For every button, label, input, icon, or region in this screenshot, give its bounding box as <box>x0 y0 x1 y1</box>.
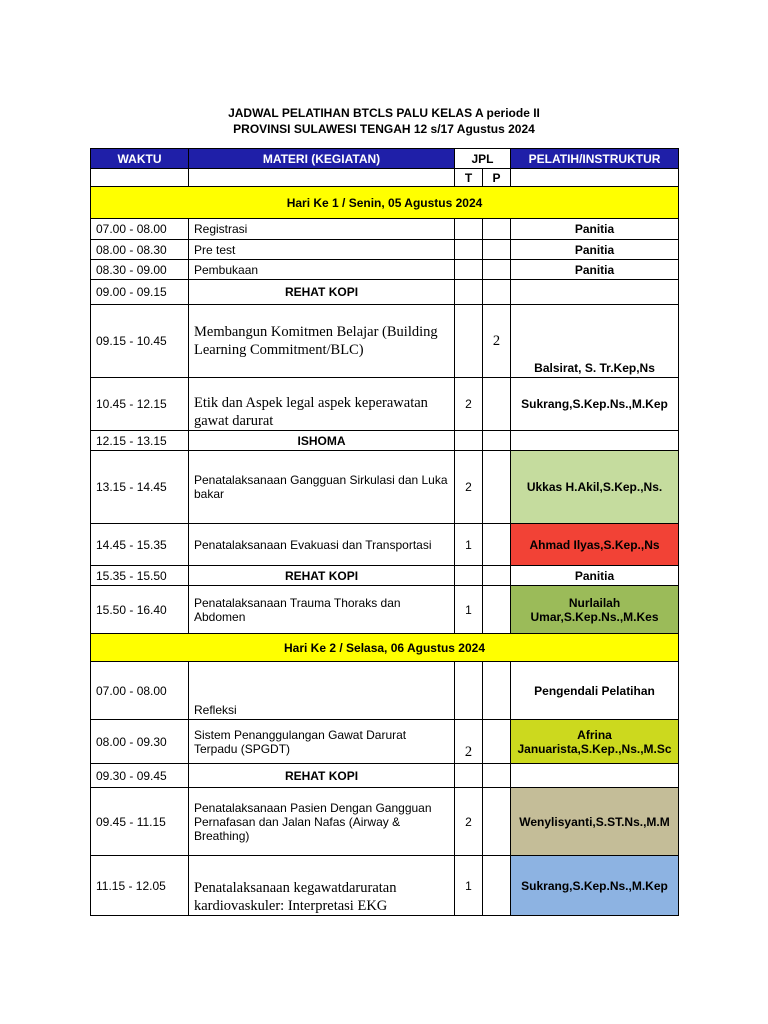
pelatih-cell: Panitia <box>511 219 679 240</box>
materi-cell: REHAT KOPI <box>189 280 455 305</box>
p-cell <box>483 524 511 566</box>
pelatih-cell: Panitia <box>511 566 679 586</box>
pelatih-cell: Ukkas H.Akil,S.Kep.,Ns. <box>511 451 679 524</box>
time-cell: 09.00 - 09.15 <box>91 280 189 305</box>
document-title-line1: JADWAL PELATIHAN BTCLS PALU KELAS A periode II <box>228 106 540 120</box>
table-header-row <box>91 149 679 169</box>
t-cell: 2 <box>455 378 483 431</box>
pelatih-cell: Sukrang,S.Kep.Ns.,M.Kep <box>511 378 679 431</box>
p-cell <box>483 219 511 240</box>
time-cell: 08.00 - 08.30 <box>91 240 189 260</box>
document-title-line2: PROVINSI SULAWESI TENGAH 12 s/17 Agustus 2024 <box>233 122 535 136</box>
p-cell <box>483 856 511 916</box>
header-pelatih: PELATIH/INSTRUKTUR <box>511 149 679 169</box>
table-row <box>91 260 679 280</box>
time-cell: 12.15 - 13.15 <box>91 431 189 451</box>
pelatih-cell: Nurlailah Umar,S.Kep.Ns.,M.Kes <box>511 586 679 634</box>
materi-cell: Pre test <box>189 240 455 260</box>
pelatih-cell: Sukrang,S.Kep.Ns.,M.Kep <box>511 856 679 916</box>
pelatih-cell: Balsirat, S. Tr.Kep,Ns <box>511 305 679 378</box>
pelatih-cell: Afrina Januarista,S.Kep.,Ns.,M.Sc <box>511 720 679 764</box>
table-row <box>91 788 679 856</box>
t-cell <box>455 764 483 788</box>
time-cell: 07.00 - 08.00 <box>91 219 189 240</box>
pelatih-cell: Panitia <box>511 240 679 260</box>
table-row <box>91 240 679 260</box>
p-cell <box>483 720 511 764</box>
p-cell <box>483 451 511 524</box>
pelatih-cell <box>511 280 679 305</box>
schedule-table <box>90 148 679 916</box>
p-cell <box>483 280 511 305</box>
day-row <box>91 187 679 219</box>
pelatih-cell: Wenylisyanti,S.ST.Ns.,M.M <box>511 788 679 856</box>
t-cell: 2 <box>455 720 483 764</box>
time-cell: 14.45 - 15.35 <box>91 524 189 566</box>
t-cell: 1 <box>455 524 483 566</box>
time-cell: 09.45 - 11.15 <box>91 788 189 856</box>
materi-cell: REHAT KOPI <box>189 566 455 586</box>
t-cell: 2 <box>455 788 483 856</box>
header-waktu: WAKTU <box>91 149 189 169</box>
table-row <box>91 720 679 764</box>
time-cell: 09.30 - 09.45 <box>91 764 189 788</box>
materi-cell: Pembukaan <box>189 260 455 280</box>
pelatih-cell: Panitia <box>511 260 679 280</box>
p-cell <box>483 586 511 634</box>
table-row <box>91 662 679 720</box>
t-cell <box>455 431 483 451</box>
materi-cell: Membangun Komitmen Belajar (Building Learning Commitment/BLC) <box>189 305 455 378</box>
time-cell: 10.45 - 12.15 <box>91 378 189 431</box>
time-cell: 07.00 - 08.00 <box>91 662 189 720</box>
materi-cell: Penatalaksanaan Pasien Dengan Gangguan Pernafasan dan Jalan Nafas (Airway & Breathing) <box>189 788 455 856</box>
day-label: Hari Ke 1 / Senin, 05 Agustus 2024 <box>91 187 679 219</box>
p-cell <box>483 662 511 720</box>
pelatih-cell <box>511 764 679 788</box>
table-subheader-row <box>91 169 679 187</box>
t-cell: 2 <box>455 451 483 524</box>
table-row <box>91 378 679 431</box>
pelatih-cell <box>511 431 679 451</box>
header-materi: MATERI (KEGIATAN) <box>189 149 455 169</box>
table-row <box>91 586 679 634</box>
table-row <box>91 219 679 240</box>
p-cell <box>483 240 511 260</box>
time-cell: 15.50 - 16.40 <box>91 586 189 634</box>
t-cell <box>455 662 483 720</box>
table-row <box>91 764 679 788</box>
table-row <box>91 566 679 586</box>
t-cell: 1 <box>455 586 483 634</box>
materi-cell: Penatalaksanaan Evakuasi dan Transportasi <box>189 524 455 566</box>
t-cell <box>455 219 483 240</box>
header-t: T <box>455 169 483 187</box>
table-row <box>91 280 679 305</box>
materi-cell: ISHOMA <box>189 431 455 451</box>
table-row <box>91 856 679 916</box>
day-label: Hari Ke 2 / Selasa, 06 Agustus 2024 <box>91 634 679 662</box>
materi-cell: Penatalaksanaan Gangguan Sirkulasi dan Luka bakar <box>189 451 455 524</box>
table-row <box>91 524 679 566</box>
t-cell <box>455 566 483 586</box>
p-cell <box>483 260 511 280</box>
materi-cell: Registrasi <box>189 219 455 240</box>
pelatih-cell: Ahmad Ilyas,S.Kep.,Ns <box>511 524 679 566</box>
p-cell <box>483 431 511 451</box>
t-cell: 1 <box>455 856 483 916</box>
table-row <box>91 305 679 378</box>
day-row <box>91 634 679 662</box>
t-cell <box>455 240 483 260</box>
p-cell <box>483 378 511 431</box>
time-cell: 08.30 - 09.00 <box>91 260 189 280</box>
time-cell: 15.35 - 15.50 <box>91 566 189 586</box>
materi-cell: Penatalaksanaan Trauma Thoraks dan Abdomen <box>189 586 455 634</box>
time-cell: 11.15 - 12.05 <box>91 856 189 916</box>
header-p: P <box>483 169 511 187</box>
p-cell <box>483 788 511 856</box>
table-row <box>91 451 679 524</box>
time-cell: 13.15 - 14.45 <box>91 451 189 524</box>
materi-cell: Sistem Penanggulangan Gawat Darurat Terpadu (SPGDT) <box>189 720 455 764</box>
materi-cell: Etik dan Aspek legal aspek keperawatan gawat darurat <box>189 378 455 431</box>
time-cell: 08.00 - 09.30 <box>91 720 189 764</box>
pelatih-cell: Pengendali Pelatihan <box>511 662 679 720</box>
table-row <box>91 431 679 451</box>
header-jpl: JPL <box>455 149 511 169</box>
t-cell <box>455 305 483 378</box>
t-cell <box>455 260 483 280</box>
p-cell <box>483 764 511 788</box>
p-cell <box>483 566 511 586</box>
materi-cell: REHAT KOPI <box>189 764 455 788</box>
materi-cell: Refleksi <box>189 662 455 720</box>
p-cell: 2 <box>483 305 511 378</box>
materi-cell: Penatalaksanaan kegawatdaruratan kardiovaskuler: Interpretasi EKG <box>189 856 455 916</box>
t-cell <box>455 280 483 305</box>
time-cell: 09.15 - 10.45 <box>91 305 189 378</box>
